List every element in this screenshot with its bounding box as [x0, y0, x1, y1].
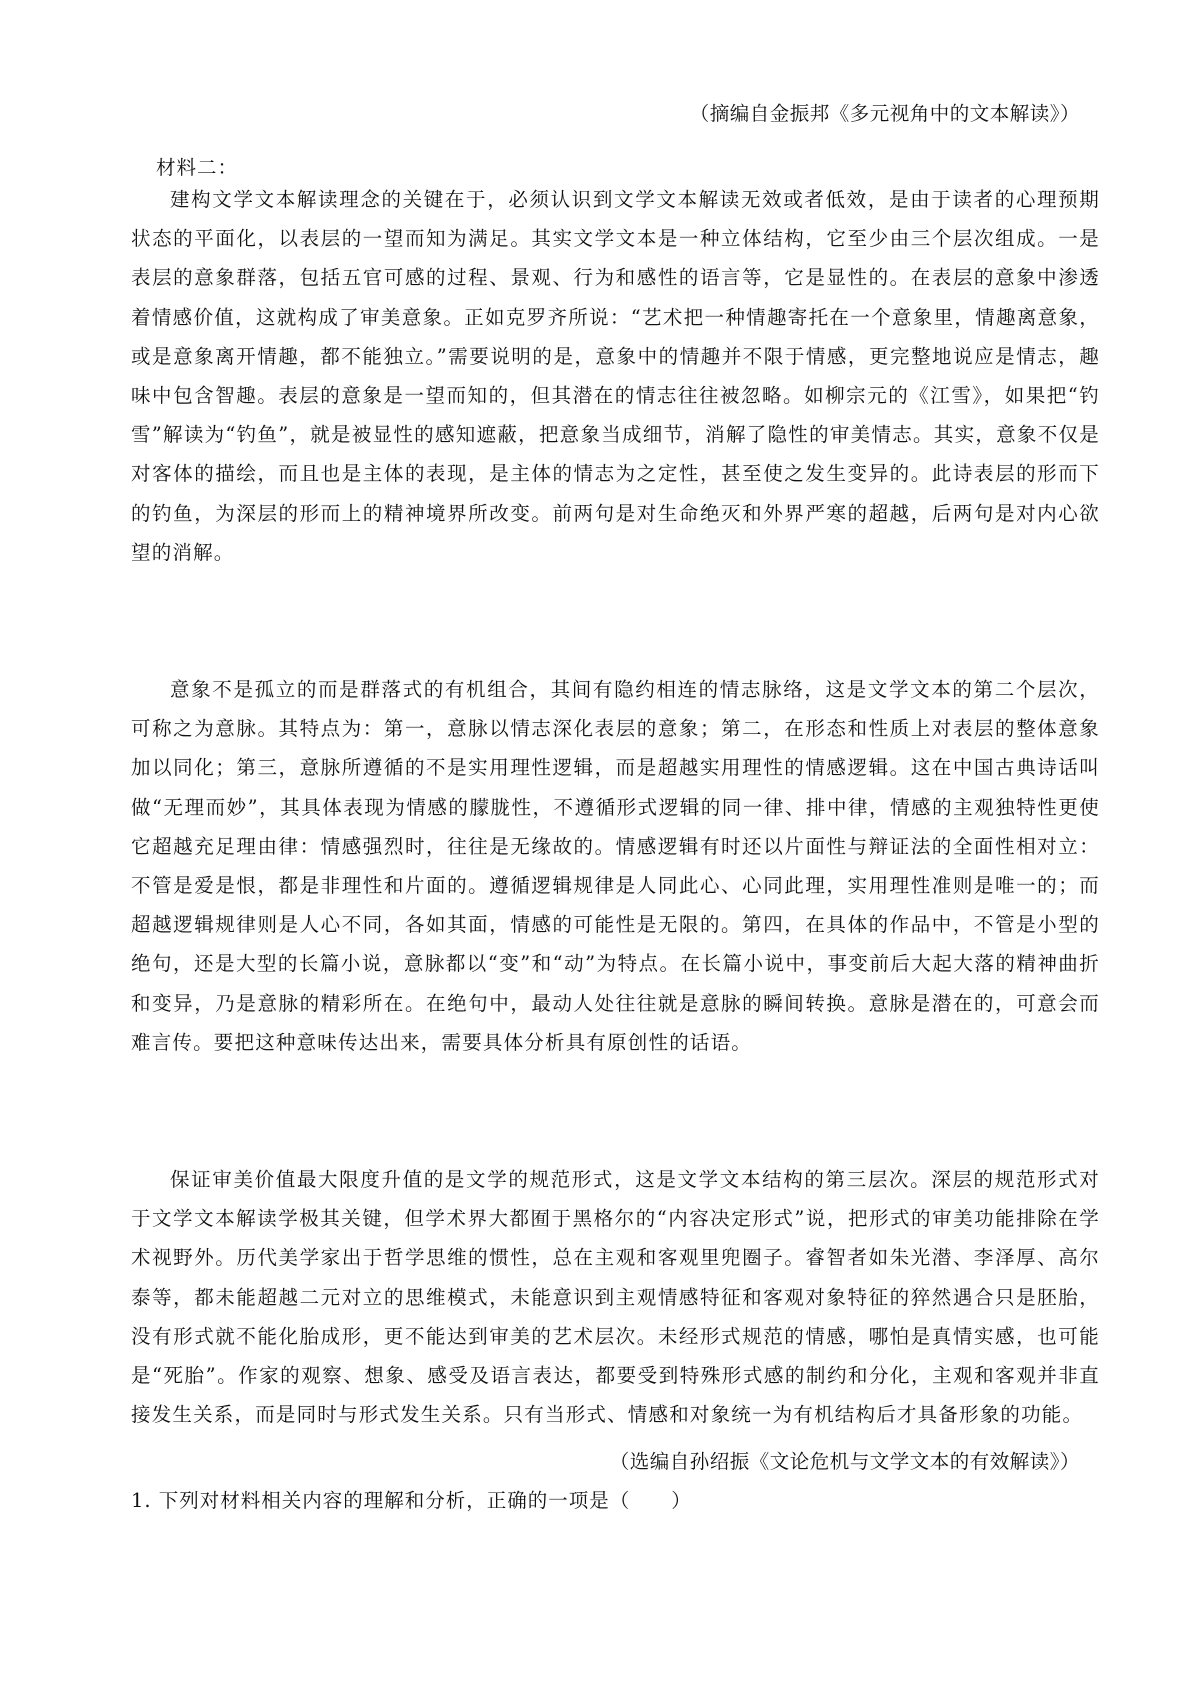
- question-1: 1. 下列对材料相关内容的理解和分析，正确的一项是（ ）: [131, 1489, 692, 1512]
- source-citation-1: （摘编自金振邦《多元视角中的文本解读》）: [689, 102, 1080, 125]
- section-heading: 材料二：: [156, 156, 239, 179]
- source-citation-2: （选编自孙绍振《文论危机与文学文本的有效解读》）: [609, 1450, 1080, 1473]
- body-paragraph-2: 意象不是孤立的而是群落式的有机组合，其间有隐约相连的情志脉络，这是文学文本的第二个层次，可称之为意脉。其特点为：第一，意脉以情志深化表层的意象；第二，在形态和性质上对表层的整体意象加以同化；第三，意脉所遵循的不是实用理性逻辑，而是超越实用理性的情感逻辑。这在中国古典诗话叫做“无理而妙”，其具体表现为情感的朦胧性，不遵循形式逻辑的同一律、排中律，情感的主观独特性更使它超越充足理由律：情感强烈时，往往是无缘故的。情感逻辑有时还以片面性与辩证法的全面性相对立：不管是爱是恨，都是非理性和片面的。遵循逻辑规律是人同此心、心同此理，实用理性准则是唯一的；而超越逻辑规律则是人心不同，各如其面，情感的可能性是无限的。第四，在具体的作品中，不管是小型的绝句，还是大型的长篇小说，意脉都以“变”和“动”为特点。在长篇小说中，事变前后大起大落的精神曲折和变异，乃是意脉的精彩所在。在绝句中，最动人处往往就是意脉的瞬间转换。意脉是潜在的，可意会而难言传。要把这种意味传达出来，需要具体分析具有原创性的话语。: [131, 678, 1100, 1054]
- body-paragraph-1: 建构文学文本解读理念的关键在于，必须认识到文学文本解读无效或者低效，是由于读者的心理预期状态的平面化，以表层的一望而知为满足。其实文学文本是一种立体结构，它至少由三个层次组成。一是表层的意象群落，包括五官可感的过程、景观、行为和感性的语言等，它是显性的。在表层的意象中渗透着情感价值，这就构成了审美意象。正如克罗齐所说：“艺术把一种情趣寄托在一个意象里，情趣离意象，或是意象离开情趣，都不能独立。”需要说明的是，意象中的情趣并不限于情感，更完整地说应是情志，趣味中包含智趣。表层的意象是一望而知的，但其潜在的情志往往被忽略。如柳宗元的《江雪》，如果把“钓雪”解读为“钓鱼”，就是被显性的感知遮蔽，把意象当成细节，消解了隐性的审美情志。其实，意象不仅是对客体的描绘，而且也是主体的表现，是主体的情志为之定性，甚至使之发生变异的。此诗表层的形而下的钓鱼，为深层的形而上的精神境界所改变。前两句是对生命绝灭和外界严寒的超越，后两句是对内心欲望的消解。: [131, 188, 1100, 564]
- body-paragraph-3: 保证审美价值最大限度升值的是文学的规范形式，这是文学文本结构的第三层次。深层的规范形式对于文学文本解读学极其关键，但学术界大都囿于黑格尔的“内容决定形式”说，把形式的审美功能排除在学术视野外。历代美学家出于哲学思维的惯性，总在主观和客观里兜圈子。睿智者如朱光潜、李泽厚、高尔泰等，都未能超越二元对立的思维模式，未能意识到主观情感特征和客观对象特征的猝然遇合只是胚胎，没有形式就不能化胎成形，更不能达到审美的艺术层次。未经形式规范的情感，哪怕是真情实感，也可能是“死胎”。作家的观察、想象、感受及语言表达，都要受到特殊形式感的制约和分化，主观和客观并非直接发生关系，而是同时与形式发生关系。只有当形式、情感和对象统一为有机结构后才具备形象的功能。: [131, 1168, 1100, 1427]
